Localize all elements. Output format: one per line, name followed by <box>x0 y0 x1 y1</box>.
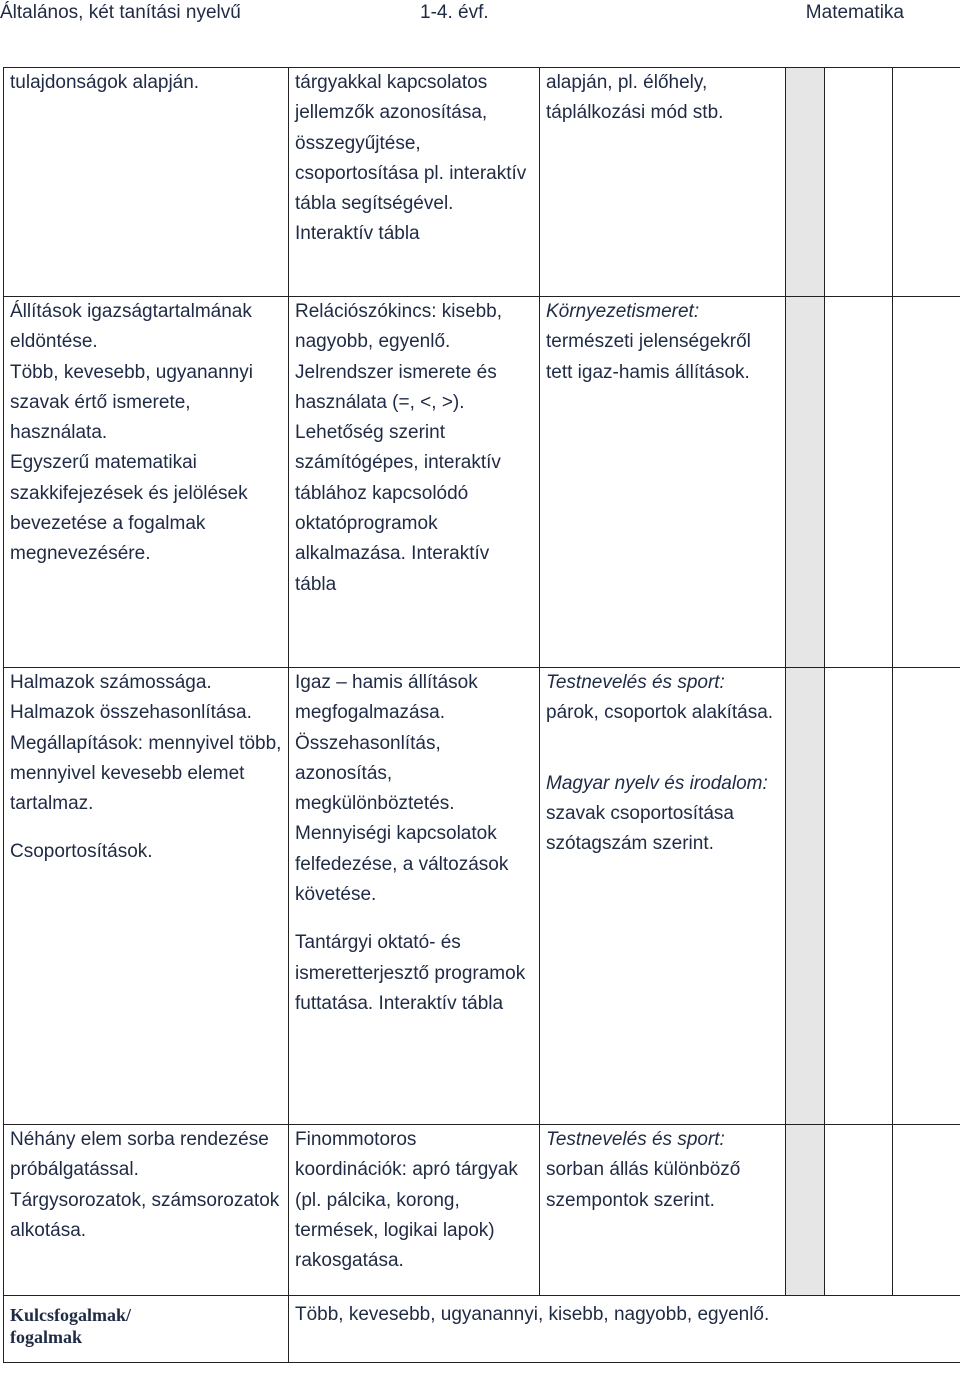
cell-connection <box>540 297 786 668</box>
header-subject: Matematika <box>805 2 904 23</box>
cell-empty <box>893 668 960 1125</box>
cell-empty <box>893 1125 960 1296</box>
table-row <box>4 297 960 668</box>
cell-text: tárgyakkal kapcsolatos jellemzők azonosítása, összegyűjtése, csoportosítása pl. interaktív tábla segítségével. Interaktív tábla <box>295 72 527 245</box>
cell-empty <box>825 668 893 1125</box>
cell-text: Állítások igazságtartalmának eldöntése. <box>10 301 252 353</box>
cell-activity <box>289 1125 540 1296</box>
cell-text: Jelrendszer ismerete és használata (=, <, >). <box>295 361 497 413</box>
key-concepts-label: Kulcsfogalmak/ fogalmak <box>10 1305 132 1347</box>
cell-text: Néhány elem sorba rendezése próbálgatással. <box>10 1129 269 1181</box>
subject-label: Testnevelés és sport: <box>546 1129 725 1150</box>
subject-label: Testnevelés és sport: <box>546 672 725 693</box>
cell-shaded <box>786 668 825 1125</box>
cell-empty <box>893 297 960 668</box>
cell-text: Megállapítások: mennyivel több, mennyivel kevesebb elemet tartalmaz. <box>10 732 282 815</box>
key-concepts-text: Több, kevesebb, ugyanannyi, kisebb, nagyobb, egyenlő. <box>295 1304 770 1325</box>
cell-text: Igaz – hamis állítások megfogalmazása. <box>295 672 478 724</box>
cell-text: Csoportosítások. <box>10 841 153 863</box>
header-school-type: Általános, két tanítási nyelvű <box>0 2 241 23</box>
cell-connection <box>540 668 786 1125</box>
table-row <box>4 668 960 1125</box>
cell-text: Lehetőség szerint számítógépes, interaktív táblához kapcsolódó oktatóprogramok alkalmazása. Interaktív tábla <box>295 422 501 595</box>
subject-label: Környezetismeret: <box>546 301 700 322</box>
cell-text: Finommotoros koordinációk: apró tárgyak (pl. pálcika, korong, termések, logikai lapok) rakosgatása. <box>295 1129 518 1272</box>
key-concepts-label-cell <box>4 1296 289 1363</box>
cell-text: Tantárgyi oktató- és ismeretterjesztő programok futtatása. Interaktív tábla <box>295 932 526 1014</box>
cell-topic <box>4 668 289 1125</box>
cell-shaded <box>786 1125 825 1296</box>
subject-label: Magyar nyelv és irodalom: <box>546 772 768 794</box>
cell-text: párok, csoportok alakítása. <box>546 702 774 724</box>
cell-text: Relációszókincs: kisebb, nagyobb, egyenlő. <box>295 301 502 353</box>
cell-text: Egyszerű matematikai szakkifejezések és jelölések bevezetése a fogalmak megnevezésére. <box>10 452 248 565</box>
key-concepts-row <box>4 1296 960 1363</box>
cell-topic <box>4 297 289 668</box>
cell-empty <box>825 297 893 668</box>
curriculum-table <box>3 67 960 1363</box>
cell-text: Tárgysorozatok, számsorozatok alkotása. <box>10 1189 280 1241</box>
cell-connection <box>540 68 786 297</box>
cell-text: Halmazok számossága. <box>10 672 212 693</box>
table-row <box>4 1125 960 1296</box>
cell-text: alapján, pl. élőhely, táplálkozási mód stb. <box>546 72 724 124</box>
cell-topic <box>4 68 289 297</box>
cell-text: természeti jelenségekről tett igaz-hamis állítások. <box>546 331 751 383</box>
cell-shaded <box>786 68 825 297</box>
cell-text: Több, kevesebb, ugyanannyi szavak értő ismerete, használata. <box>10 361 253 444</box>
cell-activity <box>289 68 540 297</box>
cell-text: Halmazok összehasonlítása. <box>10 702 252 724</box>
cell-activity <box>289 297 540 668</box>
cell-empty <box>825 68 893 297</box>
cell-activity <box>289 668 540 1125</box>
key-concepts-text-cell <box>289 1296 960 1363</box>
cell-text: sorban állás különböző szempontok szerint. <box>546 1159 741 1211</box>
cell-empty <box>893 68 960 297</box>
cell-text: Összehasonlítás, azonosítás, megkülönböztetés. <box>295 732 455 815</box>
cell-shaded <box>786 297 825 668</box>
cell-text: tulajdonságok alapján. <box>10 72 200 93</box>
table-row <box>4 68 960 297</box>
cell-connection <box>540 1125 786 1296</box>
cell-topic <box>4 1125 289 1296</box>
header-grade: 1-4. évf. <box>420 2 489 23</box>
cell-empty <box>825 1125 893 1296</box>
cell-text: Mennyiségi kapcsolatok felfedezése, a változások követése. <box>295 823 509 906</box>
cell-text: szavak csoportosítása szótagszám szerint. <box>546 802 734 855</box>
page-header <box>0 0 960 30</box>
